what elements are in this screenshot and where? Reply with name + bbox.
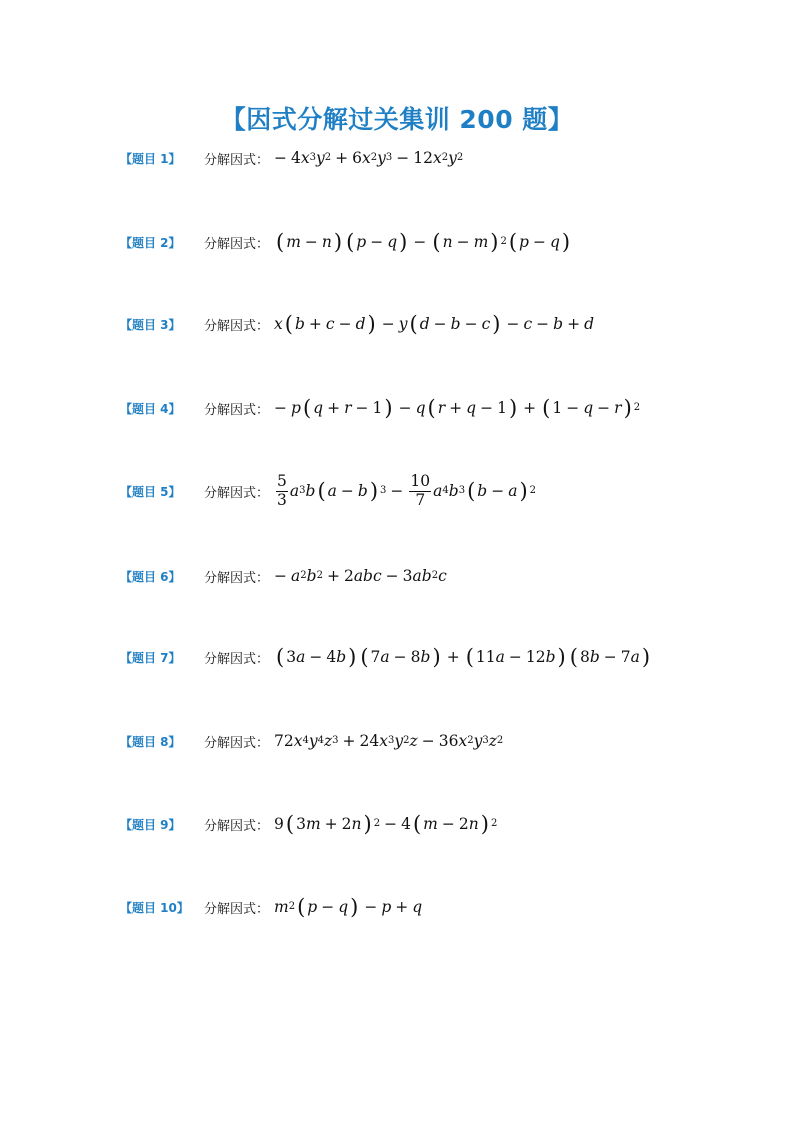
page-title: 【因式分解过关集训 200 题】	[220, 105, 574, 134]
math-expression: $\frac{5}{3}$ a 3 b ( a − b ) 3 − $\frac{10}{7}$ a 4 b 3 ( b − a ) 2	[277, 471, 537, 509]
problem-tag: 【题目 5】	[120, 484, 181, 499]
problem-label: 分解因式：	[204, 152, 270, 168]
problem-tag: 【题目 3】	[120, 317, 181, 332]
problem-tag: 【题目 8】	[120, 734, 181, 749]
problem-8	[120, 721, 503, 761]
problem-tag: 【题目 6】	[120, 569, 181, 584]
problem-4	[120, 388, 640, 428]
math-expression: 9 ( 3 m + 2 n ) 2 − 4 ( m − 2 n ) 2	[274, 811, 498, 836]
problem-tag: 【题目 1】	[120, 151, 181, 166]
problem-9	[120, 804, 497, 844]
math-expression: ( 3 a − 4 b ) ( 7 a − 8 b ) + ( 11 a − 12 b ) ( 8 b − 7 a )	[276, 644, 651, 669]
problem-6	[120, 556, 447, 596]
problem-label: 分解因式：	[204, 236, 270, 252]
problem-tag: 【题目 9】	[120, 817, 181, 832]
problem-label: 分解因式：	[204, 570, 270, 586]
problem-label: 分解因式：	[204, 735, 270, 751]
problem-tag: 【题目 4】	[120, 401, 181, 416]
problem-label: 分解因式：	[204, 651, 270, 667]
problem-7	[120, 637, 652, 677]
problem-label: 分解因式：	[204, 485, 270, 501]
problem-tag: 【题目 2】	[120, 235, 181, 250]
problem-label: 分解因式：	[204, 901, 270, 917]
problem-10	[120, 887, 422, 927]
math-expression: − 4 x 3 y 2 + 6 x 2 y 3 − 12 x 2 y 2	[274, 149, 464, 167]
problem-label: 分解因式：	[204, 818, 270, 834]
math-expression: m 2 ( p − q ) − p + q	[274, 894, 423, 919]
problem-label: 分解因式：	[204, 402, 270, 418]
problem-5	[120, 471, 536, 511]
problem-1	[120, 138, 463, 178]
problem-label: 分解因式：	[204, 318, 270, 334]
problem-2	[120, 222, 572, 262]
math-expression: ( m − n ) ( p − q ) − ( n − m ) 2 ( p − q )	[276, 229, 571, 254]
problem-3	[120, 304, 594, 344]
math-expression: − p ( q + r − 1 ) − q ( r + q − 1 ) + ( 1 − q − r ) 2	[274, 395, 641, 420]
math-expression: 72 x 4 y 4 z 3 + 24 x 3 y 2 z − 36 x 2 y 3 z 2	[274, 732, 504, 750]
problem-tag: 【题目 10】	[120, 900, 189, 915]
math-expression: x ( b + c − d ) − y ( d − b − c ) − c − b + d	[274, 311, 595, 336]
problem-tag: 【题目 7】	[120, 650, 181, 665]
math-expression: − a 2 b 2 + 2 abc − 3 ab 2 c	[274, 567, 447, 585]
